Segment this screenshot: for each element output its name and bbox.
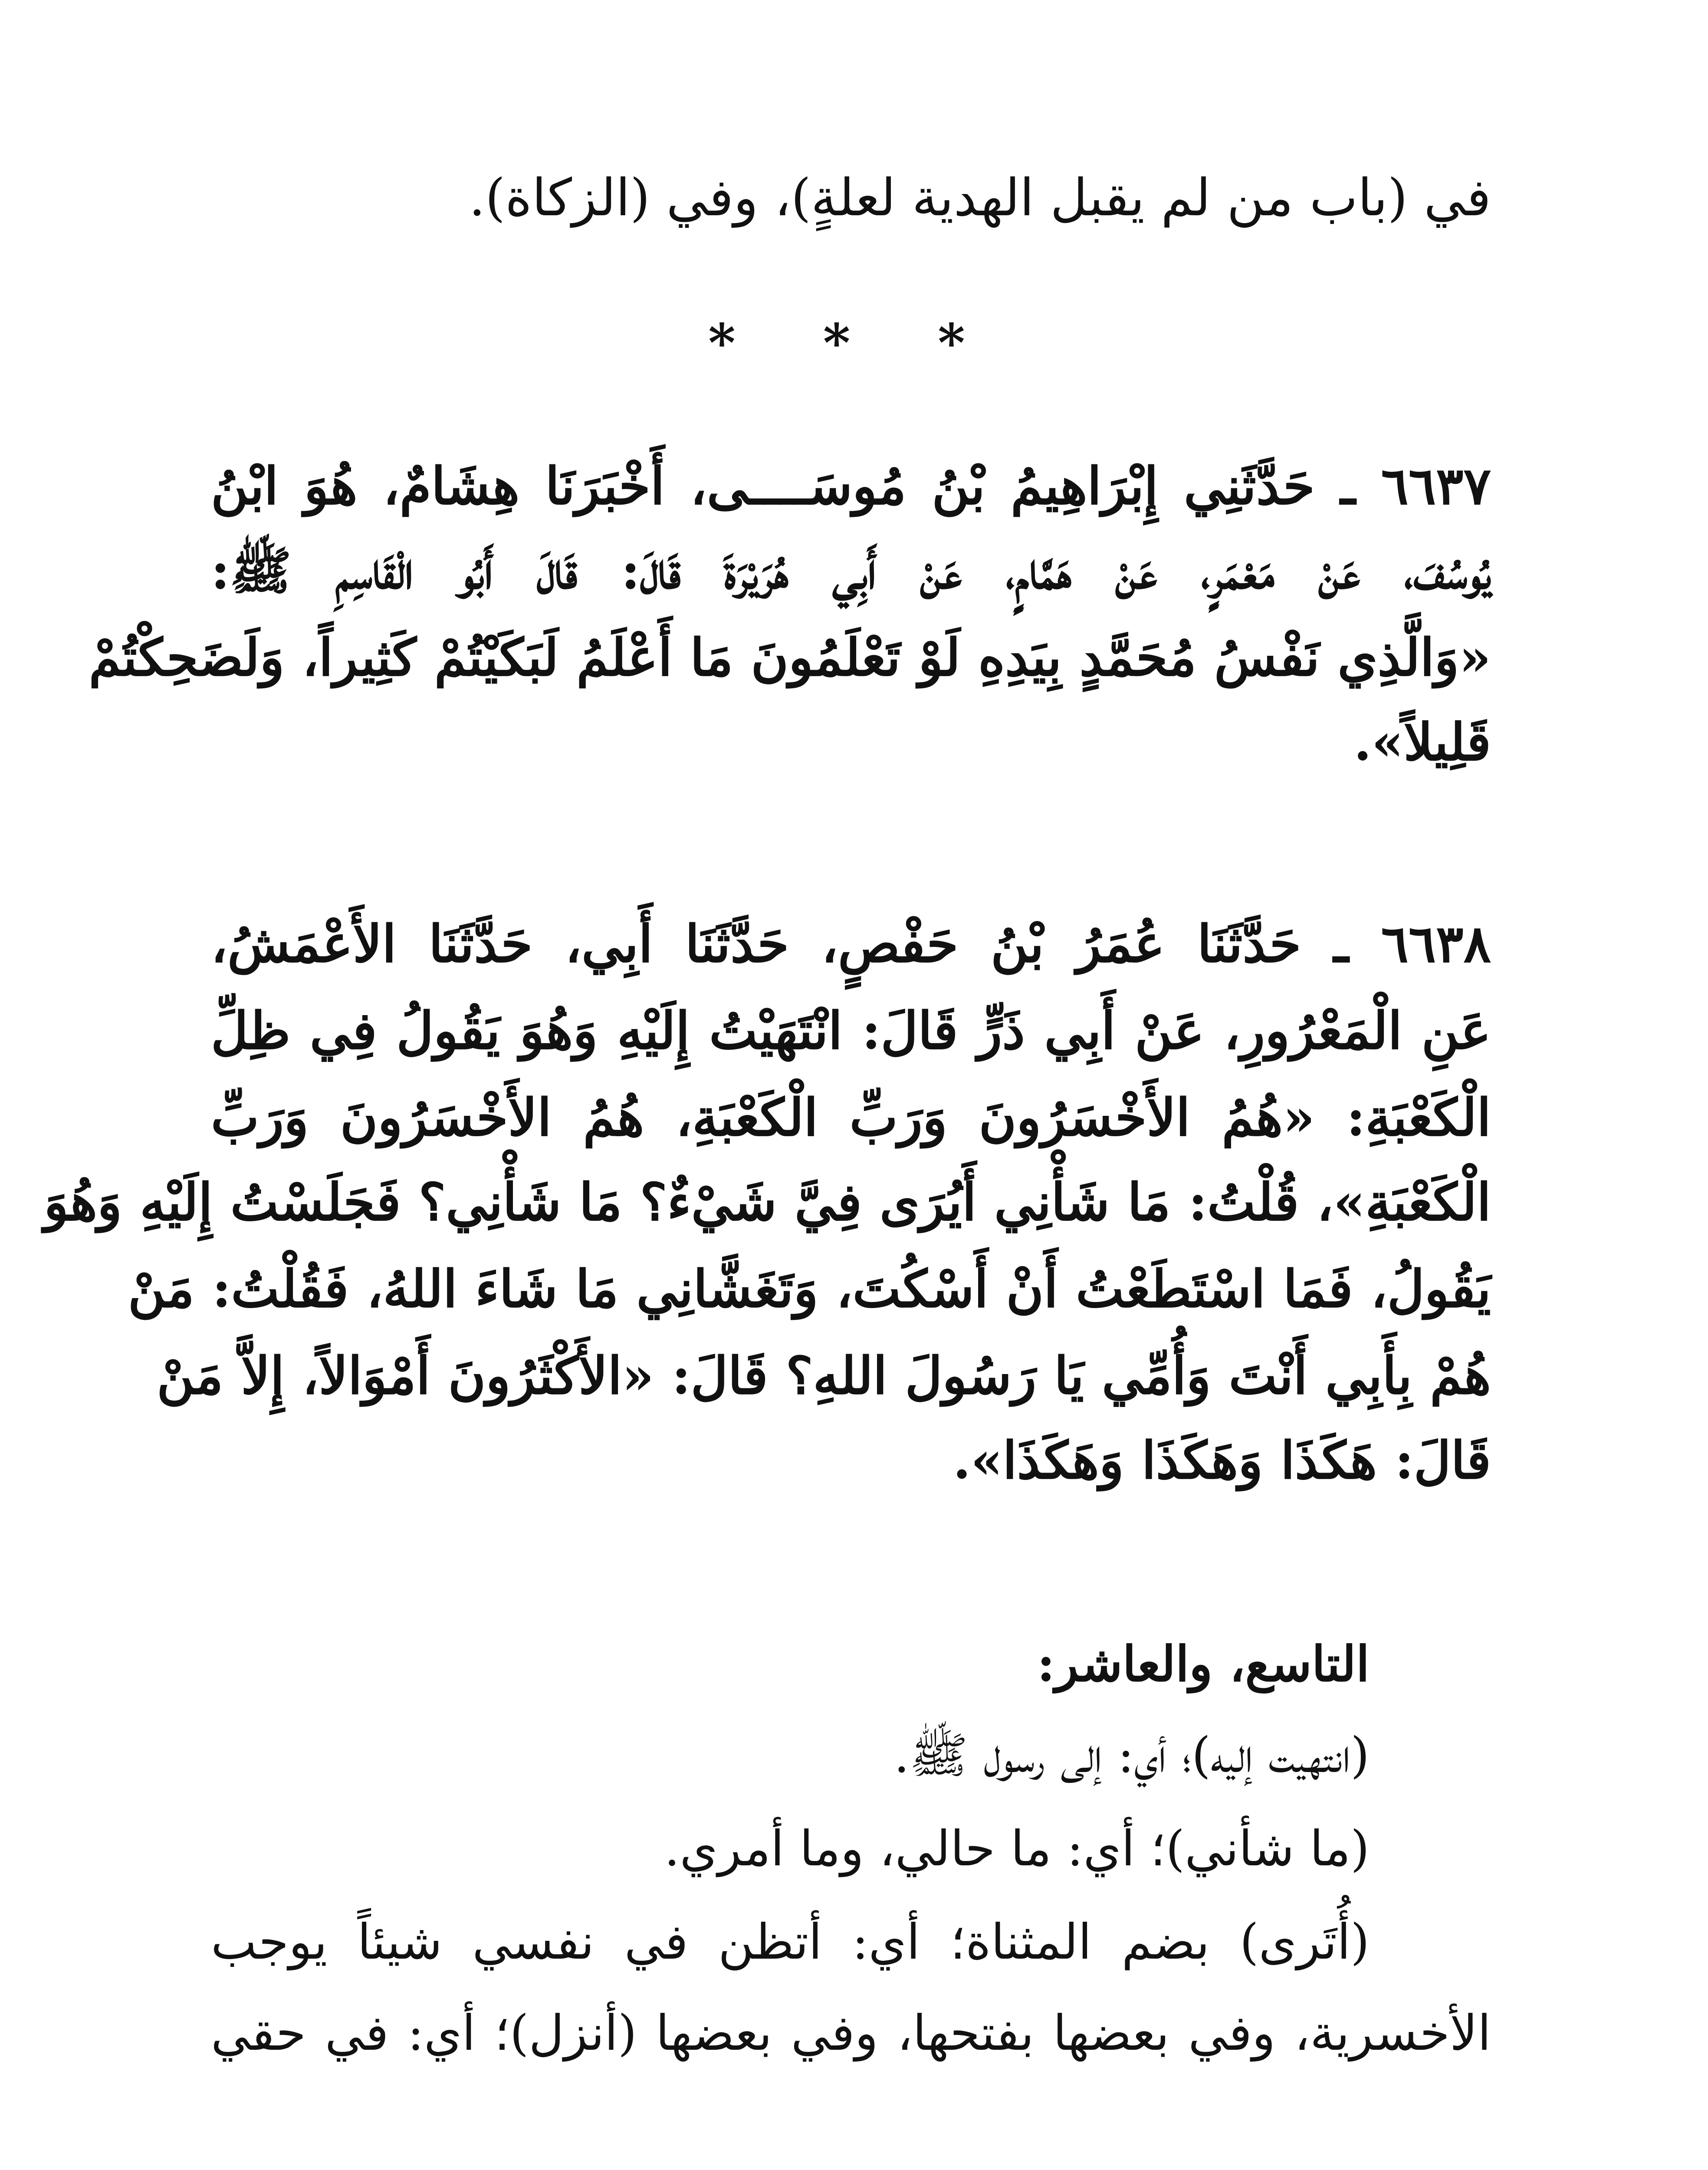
hadith-6638-line-3: الْكَعْبَةِ: «هُمُ الأَخْسَرُونَ وَرَبِّ الْكَعْبَةِ، هُمُ الأَخْسَرُونَ وَرَبِّ [211,1087,1491,1147]
commentary-heading: التاسع، والعاشر: [1037,1636,1370,1693]
commentary-line-3: (أُتَرى) بضم المثناة؛ أي: أتظن في نفسي شيئاً يوجب [211,1914,1370,1970]
hadith-6637-line-1: ٦٦٣٧ ـ حَدَّثَنِي إِبْرَاهِيمُ بْنُ مُوسَــــى، أَخْبَرَنَا هِشَامٌ، هُوَ ابْنُ [211,456,1491,516]
hadith-6638-line-7: قَالَ: هَكَذَا وَهَكَذَا وَهَكَذَا». [953,1430,1491,1490]
commentary-line-2: (ما شأني)؛ أي: ما حالي، وما أمري. [664,1821,1370,1877]
hadith-6638-line-4: الْكَعْبَةِ»، قُلْتُ: مَا شَأْنِي أَيُرَى فِيَّ شَيْءٌ؟ مَا شَأْنِي؟ فَجَلَسْتُ إِلَيْهِ وَهُوَ [43,1172,1491,1232]
hadith-6637-line-2: يُوسُفَ، عَنْ مَعْمَرٍ، عَنْ هَمَّامٍ، عَنْ أَبِي هُرَيْرَةَ قَالَ: قَالَ أَبُو الْقَاسِمِ ﷺ: [211,540,1491,601]
hadith-6637-line-4: قَلِيلاً». [1353,712,1491,772]
hadith-6638-line-5: يَقُولُ، فَمَا اسْتَطَعْتُ أَنْ أَسْكُتَ، وَتَغَشَّانِي مَا شَاءَ اللهُ، فَقُلْتُ: مَنْ [128,1259,1491,1319]
hadith-6637-line-3: «وَالَّذِي نَفْسُ مُحَمَّدٍ بِيَدِهِ لَوْ تَعْلَمُونَ مَا أَعْلَمُ لَبَكَيْتُمْ كَثِيراً، وَلَضَحِكْتُمْ [89,627,1491,687]
commentary-line-1: (انتهيت إليه)؛ أي: إلى رسول ﷺ. [893,1727,1370,1784]
commentary-line-4: الأخسرية، وفي بعضها بفتحها، وفي بعضها (أنزل)؛ أي: في حقي [211,2005,1491,2062]
hadith-6638-line-6: هُمْ بِأَبِي أَنْتَ وَأُمِّي يَا رَسُولَ اللهِ؟ قَالَ: «الأَكْثَرُونَ أَمْوَالاً، إِلاَّ مَنْ [157,1345,1491,1406]
top-line: في (باب من لم يقبل الهدية لعلةٍ)، وفي (الزكاة). [469,168,1491,227]
hadith-6638-line-1: ٦٦٣٨ ـ حَدَّثَنَا عُمَرُ بْنُ حَفْصٍ، حَدَّثَنَا أَبِي، حَدَّثَنَا الأَعْمَشُ، [211,914,1491,974]
hadith-6638-line-2: عَنِ الْمَعْرُورِ، عَنْ أَبِي ذَرٍّ قَالَ: انْتَهَيْتُ إِلَيْهِ وَهُوَ يَقُولُ فِي ظِلِّ [211,1000,1491,1061]
section-separator: * * * [708,312,1000,374]
